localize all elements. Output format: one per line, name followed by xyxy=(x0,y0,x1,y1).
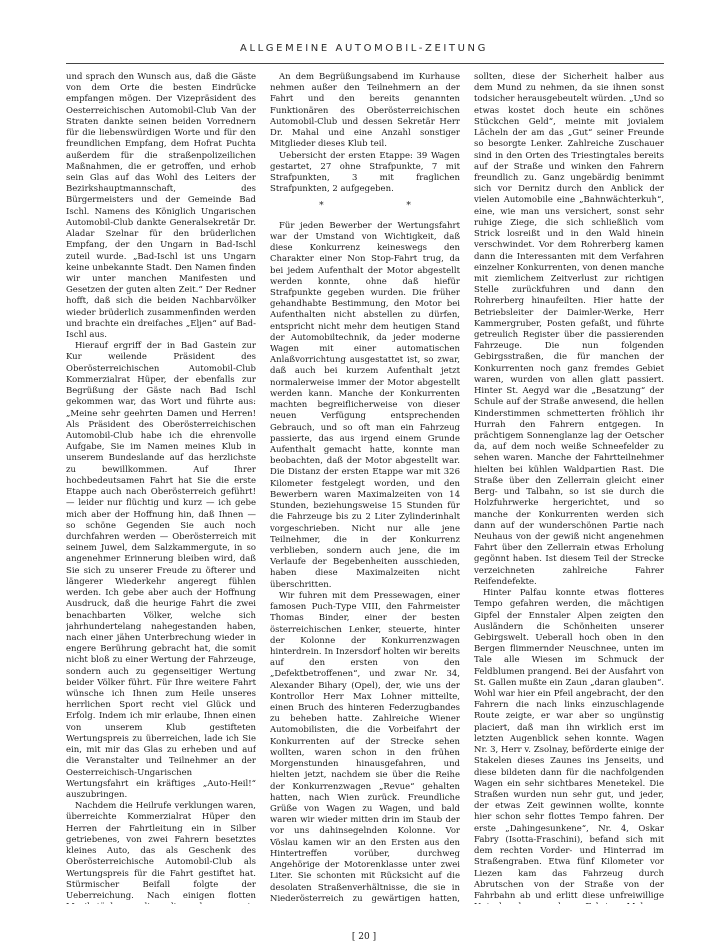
paragraph: Wir fuhren mit dem Pressewagen, einer famosen Puch-Type VIII, den Fahrmeister Thomas Binder, einer der besten österreichischen Lenker, steuerte, hinter der Kolonne der Konkurrenzwagen hinterdrein. In Inzersdorf holten wir bereits auf den ersten von den „Defektbetroffenen“, und zwar Nr. 34, Alexander Bihary (Opel), der, wie uns der Kontrollor Herr Max Lohner mitteilte, einen Bruch des hinteren Federzugbandes zu beheben hatte. Zahlreiche Wiener Automobilisten, die die Vorbeifahrt der Konkurrenten auf der Strecke sehen wollten, waren schon in den frühen Morgenstunden hinausgefahren, und hielten jetzt, nachdem sie über die Reihe der Konkurrenzwagen „Revue“ gehalten hatten, nach Wien zurück. Freundliche Grüße von Wagen zu Wagen, und bald waren wir wieder mitten drin im Staub der vor uns dahinsegelnden Kolonne. Vor Vöslau kamen wir an den Ersten aus den Hintertreffen vorüber, durchweg Angehörige der Motorenklasse unter zwei Liter. Sie schonten mit Rücksicht auf die desolaten Straßenverhältnisse, die sie in Niederösterreich zu gewärtigen hatten, xyxy=(270,590,460,904)
column-middle xyxy=(270,72,460,904)
text-columns xyxy=(66,72,664,904)
header-rule xyxy=(66,63,664,64)
paragraph: Uebersicht der ersten Etappe: 39 Wagen gestartet, 27 ohne Strafpunkte, 7 mit Strafpunkten, 3 mit fraglichen Strafpunkten, 2 aufgegeben. xyxy=(270,150,460,195)
paragraph: Hinter Palfau konnte etwas flotteres Tempo gefahren werden, die mächtigen Gipfel der Ennstaler Alpen zeigten den Ausländern die Schönheiten unserer Gebirgswelt. Ueberall hoch oben in den Bergen flimmernder Neuschnee, unten im Tale alle Wiesen im Schmuck der Feldblumen prangend. Bei der Ausfahrt von St. Gallen mußte ein Zaun „daran glauben“. Wohl war hier ein Pfeil angebracht, der den Fahrern die nach links einzuschlagende Route zeigte, er war aber so ungünstig placiert, daß man ihn wirklich erst im letzten Augenblick sehen konnte. Wagen Nr. 3, Herr v. Zsolnay, beförderte einige der Stakelen dieses Zaunes ins Jenseits, und diese bildeten dann für die nachfolgenden Wagen ein sehr sichtbares Menetekel. Die Straßen wurden nun sehr gut, und jeder, der etwas Zeit gewinnen wollte, konnte hier schon sehr flottes Tempo fahren. Der erste „Dahingesunkene“, Nr. 4, Oskar Fabry (Isotta-Fraschini), befand sich mit dem rechten Vorder- und Hinterrad im Straßengraben. Etwa fünf Kilometer vor Liezen kam das Fahrzeug durch Abrutschen von der Straße von der Fahrbahn ab und erlitt diese unfreiwillige xyxy=(474,588,664,901)
column-right xyxy=(474,72,664,904)
column-left xyxy=(66,72,256,904)
paragraph: Für jeden Bewerber der Wertungsfahrt war der Umstand von Wichtigkeit, daß diese Konkurrenz keineswegs den Charakter einer Non Stop-Fahrt trug, da bei jedem Aufenthalt der Motor abgestellt werden konnte, ohne daß hiefür Strafpunkte gegeben wurden. Die früher gehandhabte Bestimmung, den Motor bei Aufenthalten nicht abstellen zu dürfen, entspricht nicht mehr dem heutigen Stand der Automobiltechnik, da jeder moderne Wagen mit einer automatischen Anlaßvorrichtung ausgestattet ist, so zwar, daß auch bei kurzem Aufenthalt jetzt normalerweise immer der Motor abgestellt werden kann. Manche der Konkurrenten machten begreiflicherweise von dieser neuen Verfügung entsprechenden Gebrauch, und so oft man ein Fahrzeug passierte, das aus irgend einem Grunde Aufenthalt gemacht hatte, konnte man beobachten, daß der Motor abgestellt war. Die Distanz der ersten Etappe war mit 326 Kilometer festgelegt worden, und den Bewerbern waren Maximalzeiten von 14 Stunden, beziehungsweise 15 Stunden für die Fahrzeuge bis zu 2 Liter Zylinderinhalt vorgeschrieben. Nicht nur alle jene Teilnehmer, die in der Konkurrenz verblieben, sondern auch jene, die im Verlaufe der Begebenheiten ausschieden, haben diese Maximalzeiten nicht überschritten. xyxy=(270,220,460,590)
paragraph: sollten, diese der Sicherheit halber aus dem Mund zu nehmen, da sie ihnen sonst todsicher herausgebeutelt würden. „Und so etwas kostet doch heute ein schönes Stückchen Geld“, meinte mit jovialem Lächeln der am das „Gut“ seiner Freunde so besorgte Lenker. Zahlreiche Zuschauer sind in den Orten des Triestingtales bereits auf der Straße und winken den Fahrern freundlich zu. Ganz ungebärdig benimmt sich vor Dernitz durch den Anblick der vielen Automobile eine „Bahnwächterkuh“, eine, wie man uns versichert, sonst sehr ruhige Ziege, die sich schließlich vom Strick losreißt und in den Wald hinein verschwindet. Vor dem Rohrerberg kamen dann die Interessanten mit dem Verfahren einzelner Konkurrenten, von denen manche mit ziemlichem Zeitverlust zur richtigen Stelle zurückfuhren und dann den Rohrerberg hinaufeilten. Hier hatte der Betriebsleiter der Daimler-Werke, Herr Kammergruber, Posten gefaßt, und führte getreulich Register über die passierenden Fahrzeuge. Die nun folgenden Gebirgsstraßen, die für manchen der Konkurrenten noch ganz fremdes Gebiet waren, wurden von allen glatt passiert. Hinter St. Aegyd war die „Besatzung“ der Schule auf der Straße anwesend, die hellen Kinderstimmen schmetterten fröhlich ihr Hurrah den Fahrern entgegen. In prächtigem Sonnenglanze lag der Oetscher da, auf dem noch weiße Schneefelder zu sehen waren. Manche der Fahrtteilnehmer hielten bei kühlen Waldpartien Rast. Die Straße über den Zellerrain gleicht einer Berg- und Talbahn, so ist sie durch die Holzfuhrwerke hergerichtet, und so manche der Konkurrenten werden sich dann auf der wunderschönen Partie nach Neuhaus von der gewiß nicht angenehmen Fahrt über den Zellerrain etwas Erholung gegönnt haben. Ist diesem Teil der Strecke verzeichneten zahlreiche Fahrer Reifendefekte. xyxy=(474,72,664,587)
page-number: [ 20 ] xyxy=(351,932,377,942)
paragraph: Nachdem die Heilrufe verklungen waren, überreichte Kommerzialrat Hüper den Herren der Fahrtleitung ein in Silber getriebenes, von zwei Fahrern besetztes kleines Auto, das als Geschenk des Oberösterreichische Automobil-Club als Wertungspreis für die Fahrt gestiftet hat. Stürmischer Beifall folgte der Ueberreichung. Nach einigen flotten xyxy=(66,801,256,901)
section-separator: * * xyxy=(319,201,451,212)
running-title: ALLGEMEINE AUTOMOBIL-ZEITUNG xyxy=(240,43,488,54)
paragraph: Hierauf ergriff der in Bad Gastein zur Kur weilende Präsident des Oberösterreichischen Automobil-Club Kommerzialrat Hüper, der ebenfalls zur Begrüßung der Gäste nach Bad Ischl gekommen war, das Wort und führte aus: „Meine sehr geehrten Damen und Herren! Als Präsident des Oberösterreichischen Automobil-Club habe ich die ehrenvolle Aufgabe, Sie im Namen meines Klub in unserem Bundeslande auf das herzlichste zu bewillkommen. Auf Ihrer hochbedeutsamen Fahrt hat Sie die erste Etappe auch nach Oberösterreich geführt! — leider nur flüchtig und kurz — ich gebe mich aber der Hoffnung hin, daß Ihnen — so schöne Gegenden Sie auch noch durchfahren werden — Oberösterreich mit seinem Juwel, dem Salzkammergute, in so angenehmer Erinnerung bleiben wird, daß Sie sich zu unserer Freude zu öfterer und längerer Wiederkehr angeregt fühlen werden. Ich gebe aber auch der Hoffnung Ausdruck, daß die heurige Fahrt die zwei benachbarten Völker, welche sich jahrhundertelang nahegestanden haben, nach einer jähen Unterbrechung wieder in engere Berührung gebracht hat, die somit nicht bloß zu einer Wertung der Fahrzeuge, sondern auch zu gegenseitiger Wertung beider Völker führt. Für Ihre weitere Fahrt wünsche ich Ihnen zum Heile unseres herrlichen Sport recht viel Glück und Erfolg. Indem ich mir erlaube, Ihnen einen von unserem Klub gestifteten Wertungspreis zu überreichen, lade ich Sie ein, mit mir das Glas zu erheben und auf die Veranstalter und Teilnehmer an der Oesterreichisch-Ungarischen Wertungsfahrt ein kräftiges „Auto-Heil!“ auszubringen. xyxy=(66,341,256,800)
paragraph: und sprach den Wunsch aus, daß die Gäste von dem Orte die besten Eindrücke empfangen mögen. Der Vizepräsident des Oesterreichischen Automobil-Club Van der Straten dankte seinen beiden Vorrednern für die liebenswürdigen Worte und für den freundlichen Empfang, dem Hofrat Puchta außerdem für die straßenpolizeilichen Maßnahmen, die er getroffen, und erhob sein Glas auf das Wohl des Leiters der Bezirkshauptmannschaft, des Bürgermeisters und der Gemeinde Bad Ischl. Namens des Königlich Ungarischen Automobil-Club dankte Generalsekretär Dr. Aladar Szelnar für den brüderlichen Empfang, der den Ungarn in Bad-Ischl zuteil wurde. „Bad-Ischl ist uns Ungarn keine unbekannte Stadt. Den Namen finden wir unter manchen Manifesten und Gesetzen der guten alten Zeit.“ Der Redner hofft, daß sich die beiden Nachbarvölker wieder brüderlich zusammenfinden werden und brachte ein dreifaches „Eljen“ auf Bad-Ischl aus. xyxy=(66,72,256,341)
paragraph: An dem Begrüßungsabend im Kurhause nehmen außer den Teilnehmern an der Fahrt und den bereits genannten Funktionären des Oberösterreichischen Automobil-Club und dessen Sekretär Herr Dr. Mahal und eine Anzahl sonstiger Mitglieder dieses Klub teil. xyxy=(270,72,460,150)
